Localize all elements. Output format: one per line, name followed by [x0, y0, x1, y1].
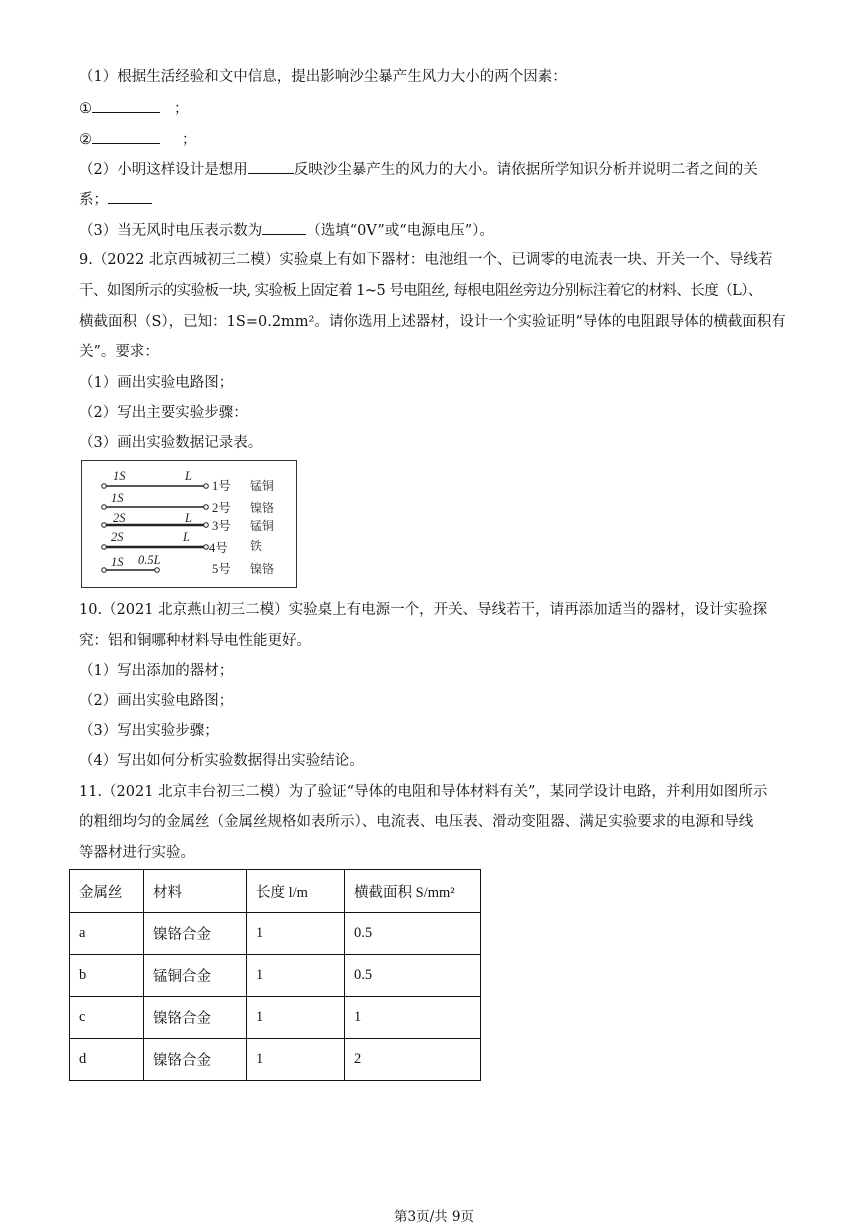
q8-part2-cont	[79, 189, 152, 210]
q8-part2	[79, 159, 758, 180]
table-header-material: 材料	[144, 870, 247, 913]
wire-5-material: 镍铬	[250, 562, 275, 576]
q9-line3: 横截面积（S），已知：1S=0.2mm²。请你选用上述器材，设计一个实验证明“导体的电阻跟导体的横截面积有	[79, 314, 786, 330]
table-cell: 镍铬合金	[144, 997, 247, 1039]
wire-1-material: 锰铜	[250, 479, 275, 493]
q8-item1-prefix: ①	[79, 101, 92, 117]
table-header-wire: 金属丝	[70, 870, 144, 913]
q10-req2: （2）画出实验电路图；	[79, 693, 234, 709]
q8-part3	[79, 220, 494, 241]
q8-item1-suffix: ；	[174, 101, 189, 117]
wire-5-terminal-right	[155, 568, 160, 573]
wire-3-terminal-right	[204, 523, 209, 528]
table-header-length: 长度 l/m	[247, 870, 345, 913]
wire-1-terminal-left	[102, 484, 107, 489]
table-cell: 1	[247, 913, 345, 955]
wire-5-number: 5号	[212, 562, 231, 576]
q8-part2-text-c: 系；	[79, 192, 108, 208]
wire-5-length: 0.5L	[138, 553, 161, 567]
wire-4-terminal-left	[102, 545, 107, 550]
metal-wire-table	[69, 869, 481, 1081]
table-row	[70, 997, 481, 1039]
wire-2-terminal-left	[102, 505, 107, 510]
q8-part3-text-b: （选填“0V”或“电源电压”）。	[306, 223, 494, 239]
q10-req3: （3）写出实验步骤；	[79, 723, 219, 739]
wire-2-terminal-right	[204, 505, 209, 510]
table-row	[70, 1039, 481, 1081]
wire-3-area: 2S	[113, 511, 126, 525]
table-cell: 1	[247, 1039, 345, 1081]
q10-req4: （4）写出如何分析实验数据得出实验结论。	[79, 753, 364, 769]
table-cell: 0.5	[345, 913, 481, 955]
q9-line2: 干、如图所示的实验板一块, 实验板上固定着 1~5 号电阻丝, 每根电阻丝旁边分别标注着它的材料、长度（L）、	[79, 283, 762, 299]
q9-req2: （2）写出主要实验步骤：	[79, 405, 248, 421]
q8-part3-text-a: （3）当无风时电压表示数为	[79, 223, 263, 239]
q9-line4: 关”。要求：	[79, 344, 159, 360]
q11-line2: 的粗细均匀的金属丝（金属丝规格如表所示）、电流表、电压表、滑动变阻器、满足实验要求的电源和导线	[79, 814, 754, 830]
wire-3-length: L	[185, 511, 192, 525]
wire-4-terminal-right	[204, 545, 209, 550]
q9-req1: （1）画出实验电路图；	[79, 375, 234, 391]
wire-1-number: 1号	[212, 479, 231, 493]
answer-blank-3[interactable]	[248, 159, 294, 174]
q11-line3: 等器材进行实验。	[79, 845, 195, 861]
table-cell: a	[70, 913, 144, 955]
table-cell: 1	[247, 997, 345, 1039]
q11-line1: 11.（2021 北京丰台初三二模）为了验证“导体的电阻和导体材料有关”，某同学设计电路，并利用如图所示	[79, 784, 768, 800]
q8-part1: （1）根据生活经验和文中信息，提出影响沙尘暴产生风力大小的两个因素：	[79, 69, 567, 85]
resistor-board-figure	[81, 460, 297, 588]
wire-1-area: 1S	[113, 469, 126, 483]
q8-part2-text-a: （2）小明这样设计是想用	[79, 162, 248, 178]
wire-2-area: 1S	[111, 491, 124, 505]
wire-1-length: L	[185, 469, 192, 483]
q8-item1	[79, 98, 189, 119]
table-cell: 镍铬合金	[144, 1039, 247, 1081]
table-cell: d	[70, 1039, 144, 1081]
page-footer: 第3页/共 9页	[393, 1209, 475, 1225]
q9-line1: 9.（2022 北京西城初三二模）实验桌上有如下器材：电池组一个、已调零的电流表一块、开关一个、导线若	[79, 252, 773, 268]
q8-item2-suffix: ；	[182, 132, 197, 148]
q8-item2-prefix: ②	[79, 132, 92, 148]
wire-4-number: 4号	[209, 541, 228, 555]
answer-blank-4[interactable]	[108, 189, 152, 204]
table-cell: b	[70, 955, 144, 997]
wire-2-material: 镍铬	[250, 501, 275, 515]
wire-4-area: 2S	[111, 530, 124, 544]
q10-line1: 10.（2021 北京燕山初三二模）实验桌上有电源一个，开关、导线若干，请再添加适当的器材，设计实验探	[79, 602, 768, 618]
q10-req1: （1）写出添加的器材；	[79, 663, 234, 679]
table-cell: 0.5	[345, 955, 481, 997]
table-cell: c	[70, 997, 144, 1039]
table-cell: 镍铬合金	[144, 913, 247, 955]
wire-3-material: 锰铜	[250, 519, 275, 533]
wire-4-material: 铁	[250, 539, 263, 553]
q8-part2-text-b: 反映沙尘暴产生的风力的大小。请依据所学知识分析并说明二者之间的关	[293, 162, 758, 178]
table-row	[70, 913, 481, 955]
wire-1-terminal-right	[204, 484, 209, 489]
answer-blank-2[interactable]	[92, 129, 160, 144]
q10-line2: 究：铝和铜哪种材料导电性能更好。	[79, 633, 311, 649]
table-cell: 2	[345, 1039, 481, 1081]
table-cell: 锰铜合金	[144, 955, 247, 997]
wire-4-length: L	[183, 530, 190, 544]
wire-2-number: 2号	[212, 501, 231, 515]
table-header-area: 横截面积 S/mm²	[345, 870, 481, 913]
wire-3-terminal-left	[102, 523, 107, 528]
table-cell: 1	[247, 955, 345, 997]
wire-5-area: 1S	[111, 555, 124, 569]
table-row	[70, 955, 481, 997]
wire-5-terminal-left	[102, 568, 107, 573]
table-header-row	[70, 870, 481, 913]
resistor-board-svg	[82, 461, 296, 587]
table-cell: 1	[345, 997, 481, 1039]
answer-blank-5[interactable]	[262, 220, 306, 235]
q8-item2	[79, 129, 197, 150]
answer-blank-1[interactable]	[92, 98, 160, 113]
q9-req3: （3）画出实验数据记录表。	[79, 435, 263, 451]
wire-3-number: 3号	[212, 519, 231, 533]
